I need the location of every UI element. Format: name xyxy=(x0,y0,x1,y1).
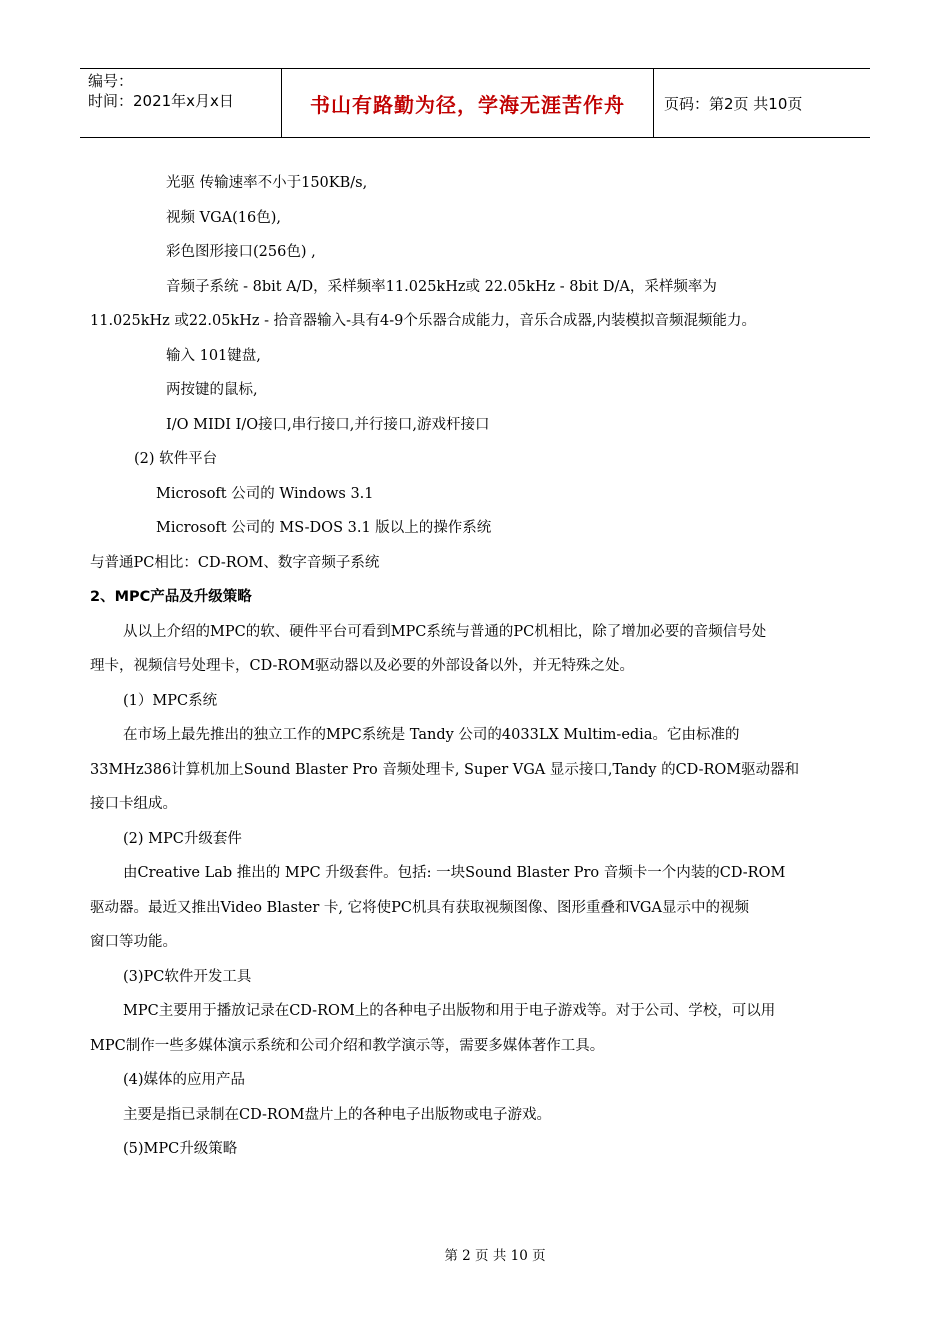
subheading-upgrade-strategy: (5)MPC升级策略 xyxy=(123,1141,238,1157)
body-line: 33MHz386计算机加上Sound Blaster Pro 音频处理卡, Super VGA 显示接口,Tandy 的CD-ROM驱动器和 xyxy=(90,761,800,778)
subheading-mpc-system: (1）MPC系统 xyxy=(123,692,218,709)
header-motto: 书山有路勤为径，学海无涯苦作舟 xyxy=(282,69,654,137)
body-line: 与普通PC相比：CD-ROM、数字音频子系统 xyxy=(90,554,380,571)
body-line: 输入 101键盘, xyxy=(166,347,261,364)
header-meta xyxy=(80,69,282,137)
body-line: 从以上介绍的MPC的软、硬件平台可看到MPC系统与普通的PC机相比，除了增加必要的音频信号处 xyxy=(123,623,767,640)
subheading-media-apps: (4)媒体的应用产品 xyxy=(123,1072,246,1088)
body-line: 11.025kHz 或22.05kHz - 拾音器输入-具有4-9个乐器合成能力，音乐合成器,内装模拟音频混频能力。 xyxy=(90,313,756,329)
body-line: Microsoft 公司的 Windows 3.1 xyxy=(156,485,374,502)
body-line: 音频子系统 - 8bit A/D，采样频率11.025kHz或 22.05kHz - 8bit D/A，采样频率为 xyxy=(166,278,717,295)
doc-number-label: 编号： xyxy=(88,72,134,90)
body-line: 视频 VGA(16色), xyxy=(166,209,282,226)
body-line: 彩色图形接口(256色) , xyxy=(166,244,316,260)
body-line: 光驱 传输速率不小于150KB/s, xyxy=(166,175,368,191)
body-line: 理卡，视频信号处理卡，CD-ROM驱动器以及必要的外部设备以外，并无特殊之处。 xyxy=(90,658,635,674)
body-line: 主要是指已录制在CD-ROM盘片上的各种电子出版物或电子游戏。 xyxy=(123,1106,552,1123)
subheading-dev-tools: (3)PC软件开发工具 xyxy=(123,968,252,985)
subheading-upgrade-kit: (2) MPC升级套件 xyxy=(123,830,242,847)
body-line: I/O MIDI I/O接口,串行接口,并行接口,游戏杆接口 xyxy=(166,416,490,433)
section-heading-software: (2) 软件平台 xyxy=(134,451,218,467)
body-line: 驱动器。最近又推出Video Blaster 卡, 它将使PC机具有获取视频图像、图形重叠和VGA显示中的视频 xyxy=(90,899,749,916)
page-footer: 第 2 页 共 10 页 xyxy=(444,1248,546,1264)
body-line: 两按键的鼠标, xyxy=(166,382,258,398)
body-line: Microsoft 公司的 MS-DOS 3.1 版以上的操作系统 xyxy=(156,520,492,536)
body-line: 由Creative Lab 推出的 MPC 升级套件。包括: 一块Sound Blaster Pro 音频卡一个内装的CD-ROM xyxy=(123,865,786,881)
body-line: 接口卡组成。 xyxy=(90,796,177,812)
document-body xyxy=(90,166,860,1167)
section-heading-mpc-products: 2、MPC产品及升级策略 xyxy=(90,589,252,605)
body-line: 窗口等功能。 xyxy=(90,934,177,950)
header-page-label: 页码：第2页 共10页 xyxy=(664,94,803,113)
body-line: MPC主要用于播放记录在CD-ROM上的各种电子出版物和用于电子游戏等。对于公司、学校，可以用 xyxy=(123,1003,776,1019)
body-line: 在市场上最先推出的独立工作的MPC系统是 Tandy 公司的4033LX Multim-edia。它由标准的 xyxy=(123,727,740,743)
doc-time-label: 时间：2021年x月x日 xyxy=(88,92,234,110)
body-line: MPC制作一些多媒体演示系统和公司介绍和教学演示等，需要多媒体著作工具。 xyxy=(90,1037,605,1054)
page-header xyxy=(80,68,870,138)
